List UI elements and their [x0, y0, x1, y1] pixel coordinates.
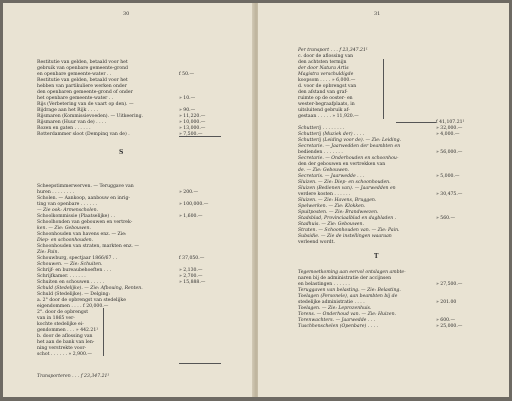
ledger-text: Restitutie van gelden, betaald voor het — [37, 60, 128, 65]
ledger-text: Schutterij . . . . . . . . — [298, 126, 345, 131]
ledger-text: koopsom . . . . » 6,000.— — [298, 78, 356, 83]
ledger-text: Scholen. — Aankoop, aanbouw en inrig- — [37, 196, 130, 201]
ledger-amount: » 201.00 — [436, 300, 457, 305]
ledger-text: der door Natura Artis — [298, 66, 349, 71]
ledger-text: Schuiten en schouwen . . . . . — [37, 280, 105, 285]
ledger-text: bedienden . . . . . . . — [298, 150, 343, 155]
ledger-text: Schuld (Stedelijke). — Delging: — [37, 292, 111, 297]
ledger-text: Rijsmaren (Kommissievoeden). — Uitkeering. — [37, 114, 143, 119]
ledger-amount: » 1,600.— — [179, 214, 203, 219]
ledger-text: en openbare gemeente-water . . — [37, 72, 112, 77]
ledger-line — [3, 374, 254, 380]
open-book — [3, 3, 509, 397]
ledger-text: Straten. — Schoonhouden van. — Zie: Pain. — [298, 228, 400, 233]
ledger-text: het openbare gemeente-water . . — [37, 96, 114, 101]
ledger-amount: f 41,107.21¹ — [436, 120, 465, 125]
ledger-text: het aan de bank van len- — [37, 340, 95, 345]
ledger-text: naren bij de administratie der accijnsen — [298, 276, 392, 281]
ledger-text: Restitutie van gelden, betaald voor het — [37, 78, 128, 83]
delging-bracket-right — [383, 59, 384, 119]
ledger-text: de. — Zie: Gebouwen. — [298, 168, 350, 173]
ledger-text: hebben van partikuliere werken onder — [37, 84, 127, 89]
ledger-text: Schrijfkamer. . . . . . . — [37, 274, 86, 279]
ledger-text: 2°. door de opbrengst — [37, 310, 89, 315]
ledger-text: gebruik van openbare gemeente-grond — [37, 66, 128, 71]
ledger-text: Schutterij (Muziek der) . . . . — [298, 132, 365, 137]
ledger-amount: » 5,000.— — [436, 174, 460, 179]
ledger-text: ning verstrekte voor- — [37, 346, 87, 351]
ledger-amount: » 560.— — [436, 216, 456, 221]
ledger-text: Stadhuis. — Zie: Gebouwen. — [298, 222, 364, 227]
ledger-text: Rijsmaren (Huur van de) . . . . — [37, 120, 107, 125]
sum-rule — [396, 122, 436, 123]
ledger-text: Per transport . . . f 23,347.21¹ — [298, 48, 368, 53]
ledger-amount: » 30,475.— — [436, 192, 463, 197]
ledger-text: Schoonhouden van havens enz. — Zie: — [37, 232, 127, 237]
ledger-text: Spuitposten. — Zie: Brandweezen. — [298, 210, 379, 215]
ledger-amount: » 25,000.— — [436, 324, 463, 329]
ledger-text: Stadsblad, Provinciaalblad en dagbladen . — [298, 216, 397, 221]
ledger-text: ruimte op de ooster- en — [298, 96, 353, 101]
ledger-amount: » 11,220.— — [179, 114, 206, 119]
page-number-left: 30 — [123, 11, 130, 17]
section-marker-t: T — [374, 253, 379, 260]
ledger-text: Subsidie. — Zie de instellingen waaraan — [298, 234, 392, 239]
ledger-line — [3, 352, 254, 358]
ledger-text: b. door de aflossing van — [37, 334, 93, 339]
ledger-text: Spelwerken. — Zie: Klokken. — [298, 204, 366, 209]
ledger-text: Schrijf- en bureaubehoeften . . . — [37, 268, 112, 273]
ledger-amount: » 200.— — [179, 190, 199, 195]
ledger-text: den afstand van graf- — [298, 90, 348, 95]
ledger-text: stedelijke administratie . . . . — [298, 300, 365, 305]
ledger-text: Schoolhonden van gebouwen en vertrek- — [37, 220, 133, 225]
ledger-text: Torens. — Onderhoud van. — Zie: Huizen. — [298, 312, 396, 317]
ledger-text: gestaan . . . . . » 11,920.— — [298, 114, 359, 119]
ledger-amount: » 10,000.— — [179, 120, 206, 125]
ledger-amount: » 2,130.— — [179, 268, 203, 273]
ledger-line — [258, 240, 509, 246]
ledger-text: Toelagen. — Zie: Leprozenhuis. — [298, 306, 372, 311]
ledger-text: Schuld (Stedelijke). — Zie: Afbouing, Renten. — [37, 286, 143, 291]
ledger-text: uitsluitend gebruik af- — [298, 108, 350, 113]
ledger-text: verleend wordt. — [298, 240, 335, 245]
ledger-text: c. door de aflossing van — [298, 54, 354, 59]
ledger-amount: » 600.— — [436, 318, 456, 323]
right-page — [258, 3, 509, 397]
ledger-text: Rijs (Verbetering van de vaart op den). — — [37, 102, 134, 107]
ledger-amount: » 13,000.— — [179, 126, 206, 131]
ledger-line — [258, 324, 509, 330]
ledger-text: Tegemoetkoming aan eervol ontslagen ambte- — [298, 270, 406, 275]
ledger-text: den der gebouwen en vertrekken van — [298, 162, 386, 167]
subtotal-rule — [179, 363, 221, 364]
ledger-amount: » 90.— — [179, 108, 196, 113]
ledger-text: gendommen . . . » 442.21¹ — [37, 328, 99, 333]
ledger-text: Secretarie. — Jaarwedden der beambten en — [298, 144, 401, 149]
ledger-text: Sluizen. — Zie: Havens, Bruggen. — [298, 198, 377, 203]
ledger-amount: » 56,000.— — [436, 150, 463, 155]
total-rule — [179, 136, 221, 137]
left-page — [3, 3, 254, 397]
ledger-text: den openbaren gemeente-grond of onder — [37, 90, 133, 95]
ledger-text: en belastingen . . . . . . — [298, 282, 350, 287]
ledger-text: Schoonhouden van straten, markten enz. — — [37, 244, 139, 249]
ledger-text: wester-begraafplaats, in — [298, 102, 355, 107]
ledger-text: Secretarie. — Onderhouden en schoonhou- — [298, 156, 399, 161]
ledger-text: — Zie ook: Armenscholen. — [37, 208, 99, 213]
ledger-text: Schutterij (Leiding voor de). — Zie: Leiding. — [298, 138, 402, 143]
left-page-lines — [3, 3, 254, 397]
ledger-text: Secretaris. — Jaarwedde . . . — [298, 174, 365, 179]
ledger-text: Diep- en schoonhouden. — [37, 238, 94, 243]
ledger-text: Rotterdammer sloot (Dempinq van de) . — [37, 132, 130, 137]
ledger-amount: f 50.— — [179, 72, 195, 77]
ledger-amount: » 7,500.— — [179, 132, 203, 137]
section-marker-s: S — [119, 149, 124, 156]
ledger-amount: » 10.— — [179, 96, 196, 101]
ledger-text: Schouwburg, spectjaar 1866/67 . . — [37, 256, 118, 261]
ledger-text: a. 2° door de opbrengst van stedelijke — [37, 298, 126, 303]
ledger-text: verdere kosten . . . . . . — [298, 192, 351, 197]
ledger-text: ken. — Zie: Gebouwen. — [37, 226, 91, 231]
page-number-right: 31 — [374, 11, 381, 17]
ledger-amount: » 4,000.— — [436, 132, 460, 137]
ledger-text: ting van openbare . . . . . . — [37, 202, 97, 207]
ledger-text: Schoolkommissie (Plaatselijke) . . — [37, 214, 116, 219]
ledger-text: Rozen en gaten . . . . . . — [37, 126, 91, 131]
ledger-amount: » 2,700.— — [179, 274, 203, 279]
ledger-amount: » 100,000.— — [179, 202, 209, 207]
ledger-text: Scheepstimmerwerven. — Teruggave van — [37, 184, 134, 189]
ledger-text: Zie: Pain. — [37, 250, 59, 255]
ledger-text: Transporteren . . . f 23,347.21¹ — [37, 374, 110, 379]
ledger-amount: » 27,500.— — [436, 282, 463, 287]
ledger-text: huren . . . . . . . . — [37, 190, 75, 195]
ledger-amount: f 37,050.— — [179, 256, 205, 261]
ledger-text: d. voor de opbrengst van — [298, 84, 357, 89]
ledger-text: schot . . . . . . » 2,900.— — [37, 352, 92, 357]
ledger-text: den achtsten termijn — [298, 60, 347, 65]
ledger-amount: » 15,888.— — [179, 280, 206, 285]
ledger-amount: » 32,000.— — [436, 126, 463, 131]
ledger-text: Magistra verschuldigde — [298, 72, 354, 77]
ledger-text: eigendommen . . . . f 20,000.— — [37, 304, 109, 309]
ledger-line — [3, 132, 254, 138]
delging-bracket — [103, 308, 104, 356]
ledger-text: Teruggaven van belasting. — Zie: Belasting. — [298, 288, 401, 293]
ledger-text: Sluizen (Bedienen van). — Jaarwedden en — [298, 186, 396, 191]
ledger-text: Bijdrage aan het Rijk . . . . — [37, 108, 98, 113]
ledger-text: Sluizen. — Zie: Diep- en schoonhouden. — [298, 180, 391, 185]
ledger-text: Tuschhenschelen (Openbare) . . . . — [298, 324, 379, 329]
ledger-text: van in 1865 ver- — [37, 316, 75, 321]
ledger-text: Schouwen. — Zie: Schuiten. — [37, 262, 103, 267]
ledger-text: kochte stedelijke ei- — [37, 322, 84, 327]
ledger-text: Toelagen (Personele), aan beambten bij de — [298, 294, 398, 299]
ledger-text: Torenwachters. — Jaarwedde . . . — [298, 318, 376, 323]
